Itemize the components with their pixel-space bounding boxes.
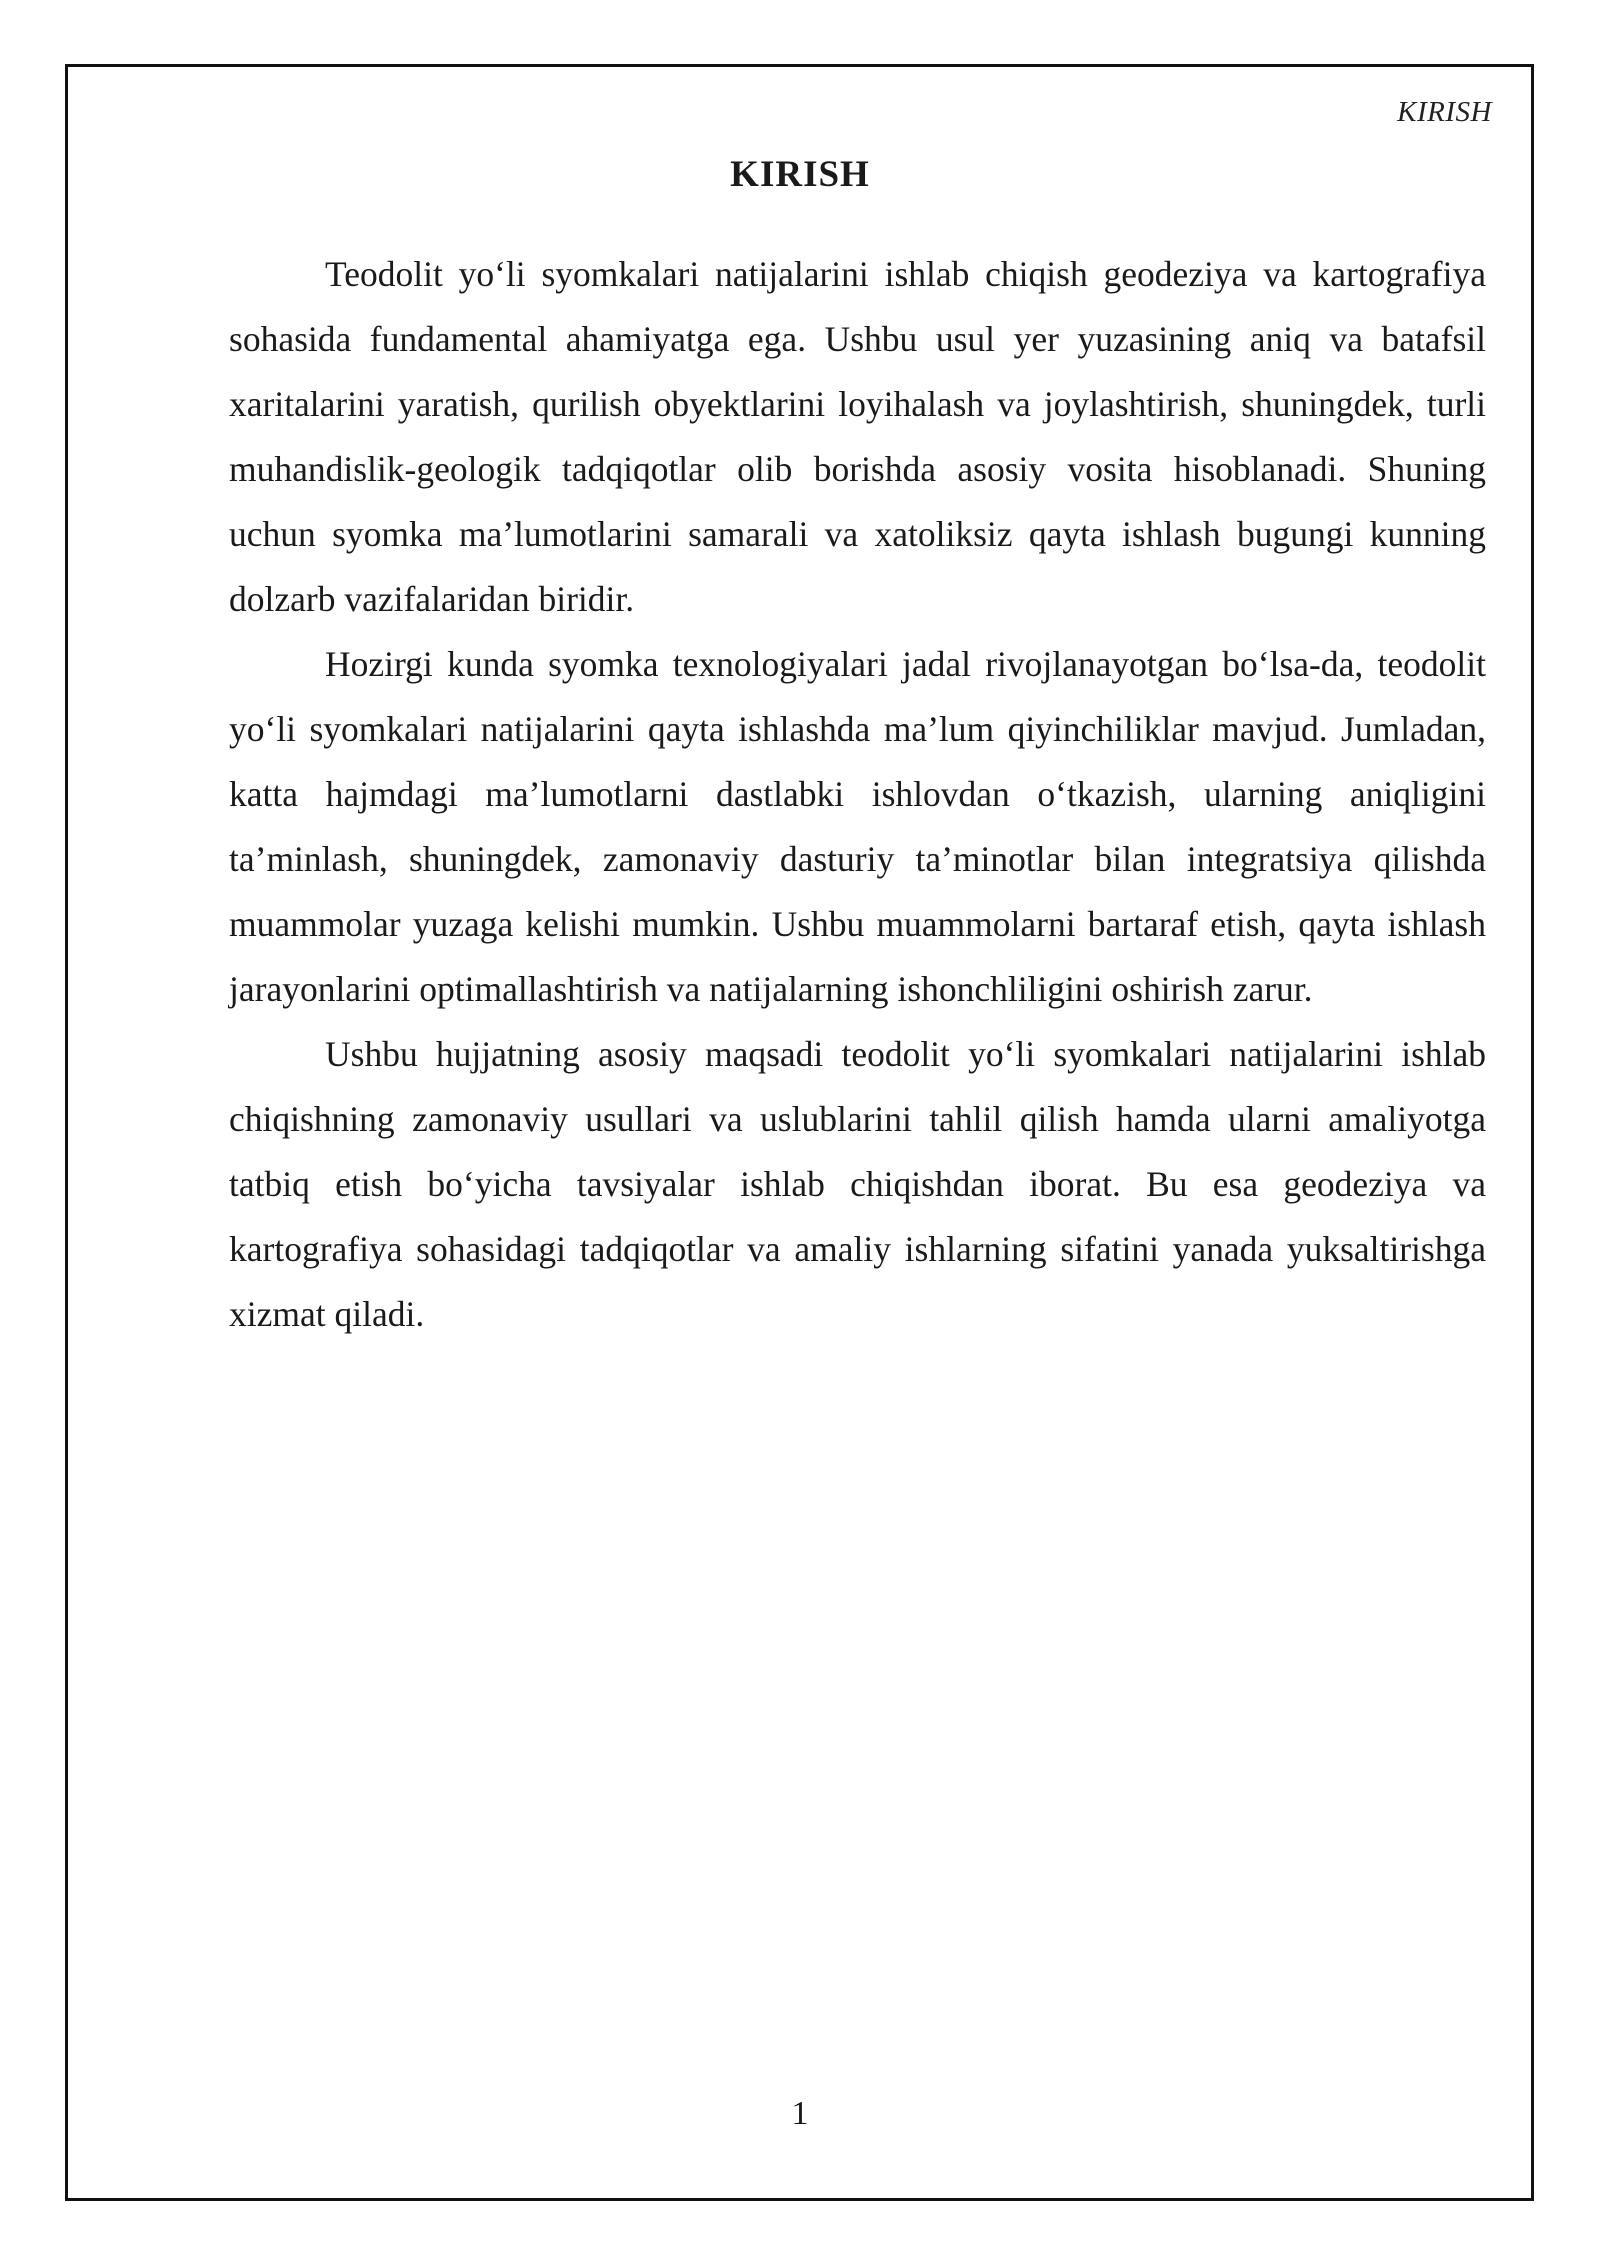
paragraph-problems: Hozirgi kunda syomka texnologiyalari jadal rivojlanayotgan bo‘lsa-da, teodolit yo‘li syomkalari natijalarini qayta ishlashda ma’lum qiyinchiliklar mavjud. Jumladan, katta hajmdagi ma’lumotlarni dastlabki ishlovdan o‘tkazish, ularning aniqligini ta’minlash, shuningdek, zamonaviy dasturiy ta’minotlar bilan integratsiya qilishda muammolar yuzaga kelishi mumkin. Ushbu muammolarni bartaraf etish, qayta ishlash jarayonlarini optimallashtirish va natijalarning ishonchliligini oshirish zarur. bbox=[229, 644, 1486, 1009]
document-body bbox=[229, 242, 1486, 1347]
page-title: KIRISH bbox=[730, 154, 870, 195]
page-number: 1 bbox=[791, 2095, 809, 2132]
paragraph-purpose: Ushbu hujjatning asosiy maqsadi teodolit yo‘li syomkalari natijalarini ishlab chiqishning zamonaviy usullari va uslublarini tahlil qilish hamda ularni amaliyotga tatbiq etish bo‘yicha tavsiyalar ishlab chiqishdan iborat. Bu esa geodeziya va kartografiya sohasidagi tadqiqotlar va amaliy ishlarning sifatini yanada yuksaltirishga xizmat qiladi. bbox=[229, 1034, 1486, 1334]
running-header: KIRISH bbox=[1397, 96, 1492, 128]
paragraph-intro: Teodolit yo‘li syomkalari natijalarini ishlab chiqish geodeziya va kartografiya sohasida fundamental ahamiyatga ega. Ushbu usul yer yuzasining aniq va batafsil xaritalarini yaratish, qurilish obyektlarini loyihalash va joylashtirish, shuningdek, turli muhandislik-geologik tadqiqotlar olib borishda asosiy vosita hisoblanadi. Shuning uchun syomka ma’lumotlarini samarali va xatoliksiz qayta ishlash bugungi kunning dolzarb vazifalaridan biridir. bbox=[229, 254, 1486, 619]
